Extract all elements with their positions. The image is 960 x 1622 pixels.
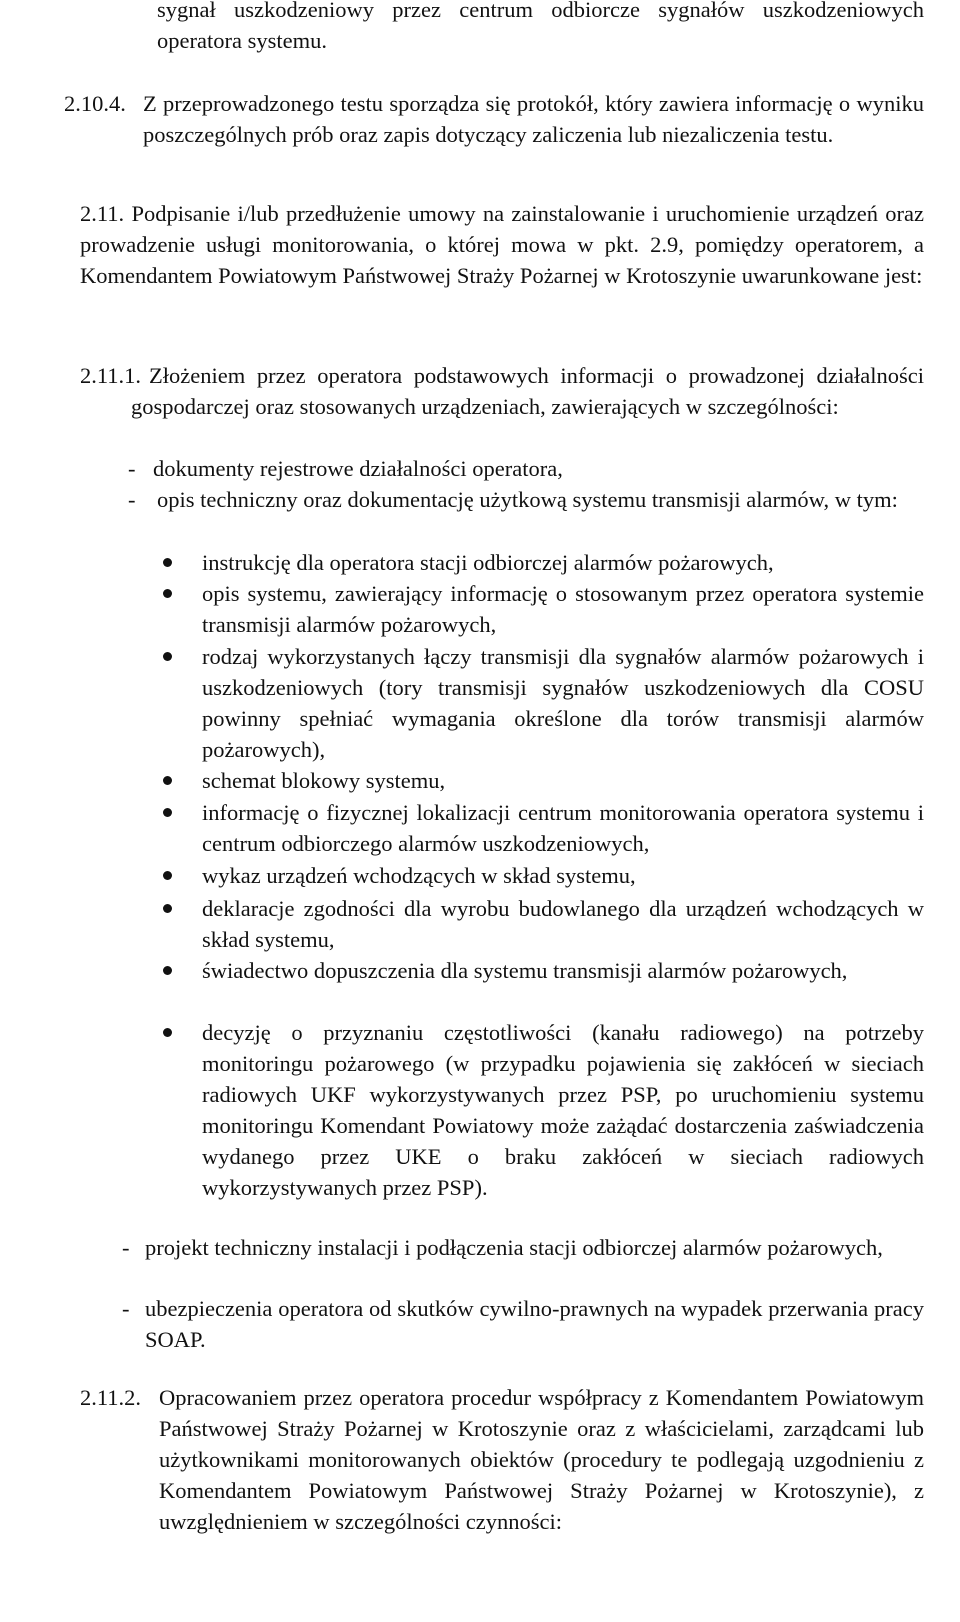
dash-marker: -	[122, 1296, 130, 1321]
bullet-item-1-text: instrukcję dla operatora stacji odbiorczej alarmów pożarowych,	[202, 550, 774, 575]
bullet-dot	[163, 589, 172, 598]
bullet-item-6	[202, 860, 924, 891]
bullet-dot	[163, 558, 172, 567]
dash-item-3	[145, 1232, 924, 1263]
dash-marker: -	[128, 487, 136, 512]
bullet-item-2	[202, 578, 924, 640]
section-2-11-1-text: Złożeniem przez operatora podstawowych informacji o prowadzonej działalności gospodarczej oraz stosowanych urządzeniach, zawierających w szczególności:	[131, 363, 924, 419]
bullet-item-4-text: schemat blokowy systemu,	[202, 768, 446, 793]
intro-text: sygnał uszkodzeniowy przez centrum odbiorcze sygnałów uszkodzeniowych operatora systemu.	[157, 0, 924, 53]
dash-item-4	[145, 1293, 924, 1355]
section-2-10-4-text: Z przeprowadzonego testu sporządza się protokół, który zawiera informację o wyniku poszczególnych prób oraz zapis dotyczący zaliczenia lub niezaliczenia testu.	[143, 91, 924, 147]
dash-item-1-text: dokumenty rejestrowe działalności operatora,	[153, 456, 563, 481]
dash-item-2-text: opis techniczny oraz dokumentację użytkową systemu transmisji alarmów, w tym:	[157, 487, 898, 512]
bullet-dot	[163, 871, 172, 880]
bullet-dot	[163, 966, 172, 975]
section-2-10-4	[143, 88, 924, 150]
dash-marker: -	[128, 456, 136, 481]
section-2-11	[80, 198, 924, 291]
bullet-dot	[163, 652, 172, 661]
dash-item-1	[153, 453, 924, 484]
bullet-item-5-text: informację o fizycznej lokalizacji centrum monitorowania operatora systemu i centrum odbiorczego alarmów uszkodzeniowych,	[202, 800, 924, 856]
bullet-item-8	[202, 955, 924, 986]
bullet-dot	[163, 1028, 172, 1037]
section-2-11-1	[131, 360, 924, 422]
bullet-item-7	[202, 893, 924, 955]
bullet-item-9-text: decyzję o przyznaniu częstotliwości (kanału radiowego) na potrzeby monitoringu pożarowego (w przypadku pojawienia się zakłóceń w sieciach radiowych UKF wykorzystywanych przez PSP, po uruchomieniu systemu monitoringu Komendant Powiatowy może zażądać dostarczenia zaświadczenia wydanego przez UKE o braku zakłóceń w sieciach radiowych wykorzystywanych przez PSP).	[202, 1020, 924, 1200]
bullet-item-4	[202, 765, 924, 796]
dash-item-3-text: projekt techniczny instalacji i podłączenia stacji odbiorczej alarmów pożarowych,	[145, 1235, 883, 1260]
bullet-item-3-text: rodzaj wykorzystanych łączy transmisji dla sygnałów alarmów pożarowych i uszkodzeniowych (tory transmisji sygnałów uszkodzeniowych dla COSU powinny spełniać wymagania określone dla torów transmisji alarmów pożarowych),	[202, 644, 924, 762]
bullet-item-5	[202, 797, 924, 859]
section-2-11-2	[159, 1382, 924, 1537]
bullet-item-1	[202, 547, 924, 578]
bullet-dot	[163, 776, 172, 785]
dash-item-2	[157, 484, 924, 515]
bullet-item-6-text: wykaz urządzeń wchodzących w skład systemu,	[202, 863, 636, 888]
bullet-dot	[163, 904, 172, 913]
dash-item-4-text: ubezpieczenia operatora od skutków cywilno-prawnych na wypadek przerwania pracy SOAP.	[145, 1296, 924, 1352]
dash-marker: -	[122, 1235, 130, 1260]
intro-paragraph	[157, 0, 924, 56]
bullet-item-7-text: deklaracje zgodności dla wyrobu budowlanego dla urządzeń wchodzących w skład systemu,	[202, 896, 924, 952]
section-number-2-10-4: 2.10.4.	[64, 91, 126, 116]
section-number-2-11-2: 2.11.2.	[80, 1385, 142, 1410]
section-2-11-text: Podpisanie i/lub przedłużenie umowy na zainstalowanie i uruchomienie urządzeń oraz prowadzenie usługi monitorowania, o której mowa w pkt. 2.9, pomiędzy operatorem, a Komendantem Powiatowym Państwowej Straży Pożarnej w Krotoszynie uwarunkowane jest:	[80, 201, 925, 288]
section-number-2-11-1: 2.11.1.	[80, 363, 142, 388]
bullet-item-8-text: świadectwo dopuszczenia dla systemu transmisji alarmów pożarowych,	[202, 958, 848, 983]
section-2-11-2-text: Opracowaniem przez operatora procedur współpracy z Komendantem Powiatowym Państwowej Straży Pożarnej w Krotoszynie oraz z właścicielami, zarządcami lub użytkownikami monitorowanych obiektów (procedury te podlegają uzgodnieniu z Komendantem Powiatowym Państwowej Straży Pożarnej w Krotoszynie), z uwzględnieniem w szczególności czynności:	[159, 1385, 924, 1534]
bullet-item-9	[202, 1017, 924, 1203]
bullet-dot	[163, 808, 172, 817]
section-number-2-11: 2.11.	[80, 201, 125, 226]
bullet-item-2-text: opis systemu, zawierający informację o stosowanym przez operatora systemie transmisji alarmów pożarowych,	[202, 581, 924, 637]
bullet-item-3	[202, 641, 924, 765]
